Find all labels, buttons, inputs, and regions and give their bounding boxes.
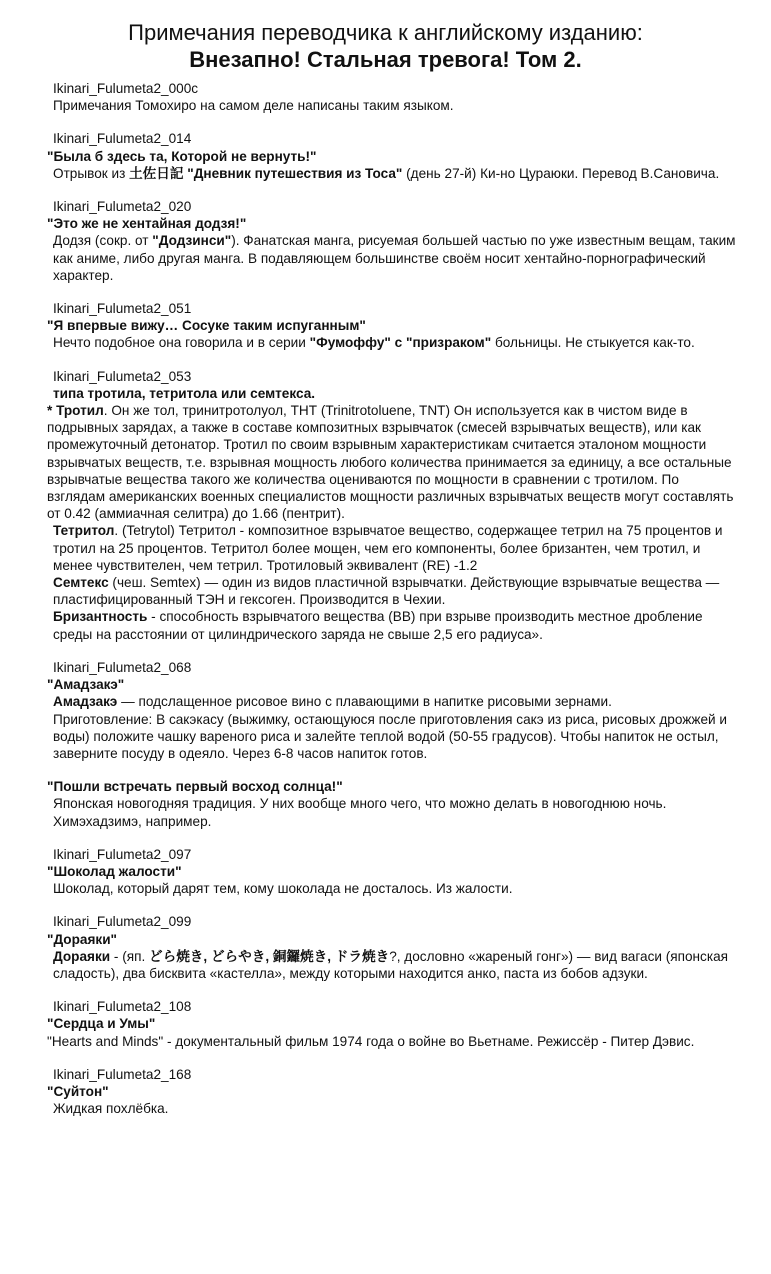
note-term: * Тротил — [47, 403, 104, 419]
note-000c — [47, 80, 737, 114]
note-id: Ikinari_Fulumeta2_108 — [53, 999, 192, 1015]
note-term: Амадзакэ — [53, 694, 118, 710]
note-097 — [47, 846, 737, 898]
note-id: Ikinari_Fulumeta2_000c — [53, 81, 199, 96]
notes-list — [47, 80, 737, 1133]
note-108 — [47, 998, 737, 1050]
page-title: Примечания переводчика к английскому изданию: — [128, 20, 643, 45]
note-body: Шоколад, который дарят тем, кому шоколада не досталось. Из жалости. — [53, 881, 513, 897]
note-id: Ikinari_Fulumeta2_099 — [53, 914, 192, 930]
note-053 — [47, 368, 737, 643]
note-text: (чеш. Semtex) — один из видов пластичной взрывчатки. Действующие взрывчатые вещества — пластифицированный ТЭН и гексоген. Производится в Чехии. — [53, 575, 720, 608]
note-term: Тетритол — [53, 523, 115, 539]
note-text: — подслащенное рисовое вино с плавающими в напитке рисовыми зернами. — [117, 694, 612, 710]
note-paragraph-brisance — [47, 608, 737, 642]
note-id: Ikinari_Fulumeta2_051 — [53, 301, 192, 317]
page-subtitle: Внезапно! Стальная тревога! Том 2. — [189, 47, 582, 72]
note-168 — [47, 1066, 737, 1118]
note-heading: типа тротила, тетритола или семтекса. — [53, 385, 316, 401]
note-body — [47, 165, 737, 182]
note-text: - (яп. — [110, 948, 150, 964]
note-id: Ikinari_Fulumeta2_168 — [53, 1066, 192, 1082]
note-body — [47, 1033, 737, 1050]
note-paragraph: Приготовление: В сакэкасу (выжимку, остающуюся после приготовления сакэ из риса, рисовых дрожжей и воды) положите чашку вареного риса и залейте теплой водой (50-55 градусов). Чтобы напиток не остыл, заверните посуду в одеяло. Через 6-8 часов напиток готов. — [53, 711, 727, 761]
note-paragraph — [47, 693, 737, 710]
note-heading: "Была б здесь та, Которой не вернуть!" — [47, 148, 317, 164]
note-text: (день 27-й) Ки-но Цураюки. Перевод В.Сановича. — [402, 165, 720, 181]
note-id: Ikinari_Fulumeta2_014 — [53, 131, 192, 147]
note-heading: "Сердца и Умы" — [47, 1016, 156, 1032]
note-014 — [47, 130, 737, 182]
note-text: больницы. Не стыкуется как-то. — [491, 335, 695, 351]
note-heading: "Амадзакэ" — [47, 677, 125, 693]
note-text-bold: "Додзинси" — [152, 233, 232, 249]
note-text: Нечто подобное она говорила и в серии — [53, 335, 310, 351]
note-text-bold: 土佐日記 "Дневник путешествия из Тоса" — [129, 165, 403, 181]
note-id: Ikinari_Fulumeta2_020 — [53, 199, 192, 215]
note-text: Додзя (сокр. от — [53, 233, 153, 249]
note-paragraph-semtex — [47, 574, 737, 608]
note-term: Семтекс — [53, 575, 109, 591]
note-paragraph-tnt — [47, 402, 737, 522]
note-id: Ikinari_Fulumeta2_053 — [53, 368, 192, 384]
note-051 — [47, 300, 737, 352]
note-text: . (Tetrytol) Тетритол - композитное взрывчатое вещество, содержащее тетрил на 75 процентов и тротил на 25 процентов. Тетритол более мощен, чем его компоненты, более бризантен, чем тротил, и менее чувствителен, чем тетрил. Тротиловый эквивалент (RE) -1.2 — [53, 523, 723, 573]
note-term: Бризантность — [53, 609, 148, 625]
note-body — [47, 232, 737, 284]
note-heading: "Дораяки" — [47, 931, 117, 947]
note-text: ?, дословно «жареный гонг») — вид вагаси (японская сладость), два бисквита «кастелла», между которыми находится анко, паста из бобов адзуки. — [53, 948, 729, 981]
note-text: . Он же тол, тринитротолуол, ТНТ (Trinitrotoluene, TNT) Он используется как в чистом виде в подрывных зарядах, а также в составе композитных взрывчаток (смесей взрывчатых веществ), или как промежуточный детонатор. Тротил по своим взрывным характеристикам считается эталоном мощности взрывчатых веществ, т.е. взрывная мощность любого количества принимается за единицу, а все остальные взрывчатые вещества такого же количества оцениваются по мощности в сравнении с тротилом. По взглядам американских военных специалистов мощности различных взрывчатых веществ могут составлять от 0.42 (аммиачная селитра) до 1.66 (пентрит). — [47, 403, 734, 522]
note-heading: "Это же не хентайная додзя!" — [47, 216, 247, 232]
note-text: Отрывок из — [53, 165, 130, 181]
note-heading: "Я впервые вижу… Сосуке таким испуганным" — [47, 318, 366, 334]
note-paragraph: Японская новогодняя традиция. У них вообще много чего, что можно делать в новогоднюю ночь. Химэхадзимэ, например. — [53, 796, 667, 829]
note-body: Примечания Томохиро на самом деле написаны таким языком. — [53, 98, 454, 114]
note-id: Ikinari_Fulumeta2_097 — [53, 846, 192, 862]
note-text: - документальный фильм 1974 года о войне во Вьетнаме. Режиссёр - Питер Дэвис. — [163, 1033, 695, 1049]
note-text: - способность взрывчатого вещества (ВВ) при взрыве производить местное дробление среды на расстоянии от цилиндрического заряда не свыше 2,5 его радиуса». — [53, 609, 703, 642]
note-paragraph-tetrytol — [47, 522, 737, 574]
note-020 — [47, 198, 737, 284]
note-id: Ikinari_Fulumeta2_068 — [53, 659, 192, 675]
note-text-bold: "Фумоффу" с "призраком" — [309, 335, 492, 351]
note-099 — [47, 913, 737, 982]
note-body: Жидкая похлёбка. — [53, 1101, 169, 1117]
note-japanese-text: どら焼き, どらやき, 銅鑼焼き, ドラ焼き — [149, 948, 390, 964]
note-068 — [47, 659, 737, 830]
note-heading: "Суйтон" — [47, 1083, 109, 1099]
document-header — [0, 20, 771, 74]
note-heading: "Шоколад жалости" — [47, 863, 182, 879]
note-body — [47, 334, 737, 351]
note-body — [47, 948, 737, 982]
note-term: Дораяки — [53, 948, 111, 964]
note-text: ). Фанатская манга, рисуемая большей частью по уже известным вещам, таким как аниме, либо другая манга. В подавляющем большинстве своём носит хентайно-порнографический характер. — [53, 233, 736, 283]
note-heading: "Пошли встречать первый восход солнца!" — [47, 779, 343, 795]
note-text: "Hearts and Minds" — [47, 1033, 164, 1049]
